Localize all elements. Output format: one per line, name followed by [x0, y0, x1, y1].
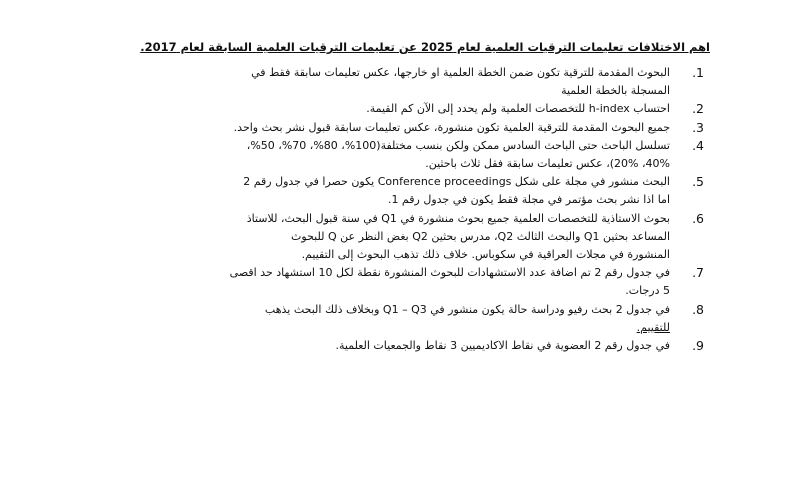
list-item-6: [92, 210, 704, 265]
item-number: .7: [692, 265, 704, 281]
item-line: المنشورة في مجلات العراقية في سكوباس. خلاف ذلك تذهب البحوث إلى التقييم.: [301, 248, 670, 262]
item-number: .6: [692, 210, 704, 226]
item-line: اما اذا نشر بحث مؤتمر في مجلة فقط يكون في جدول رقم 1.: [387, 193, 670, 207]
item-line: احتساب h-index للتخصصات العلمية ولم يحدد إلى الآن كم القيمة.: [366, 102, 670, 116]
list-item-5: [92, 173, 704, 209]
list-item-9: [92, 337, 704, 355]
list-item-4: [92, 137, 704, 173]
item-line: 40%، 20%)، عكس تعليمات سابقة فقل ثلاث باحثين.: [425, 157, 670, 171]
document-title: اهم الاختلافات تعليمات الترقيات العلمية لعام 2025 عن تعليمات الترقيات العلمية السابقة لعام 2017.: [140, 40, 710, 54]
item-number: .1: [692, 65, 704, 80]
item-number: .4: [692, 137, 704, 153]
item-number: .8: [692, 301, 704, 317]
list-item-8: [92, 301, 704, 337]
list-item-3: [92, 119, 704, 137]
item-line: البحث منشور في مجلة على شكل Conference proceedings يكون حصرا في جدول رقم 2: [243, 175, 670, 189]
item-number: .3: [692, 119, 704, 135]
item-number: .9: [692, 338, 704, 354]
item-line: في جدول 2 بحث رفيو ودراسة حالة يكون منشور في Q1 – Q3 وبخلاف ذلك البحث يذهب: [264, 302, 670, 316]
list-item-2: [92, 100, 704, 118]
item-line: جميع البحوث المقدمة للترقية العلمية تكون منشورة، عكس تعليمات سابقة قبول نشر بحث واحد.: [233, 120, 670, 134]
item-number: .5: [692, 174, 704, 190]
item-line: تسلسل الباحث حتى الباحث السادس ممكن ولكن بنسب مختلفة(100%، 80%، 70%، 50%،: [246, 138, 670, 152]
item-line: في جدول رقم 2 العضوية في نقاط الاكاديميين 3 نقاط والجمعيات العلمية.: [335, 339, 670, 353]
list-item-7: [92, 264, 704, 300]
item-line: في جدول رقم 2 تم اضافة عدد الاستشهادات للبحوث المنشورة نقطة لكل 10 استشهاد حد اقصى: [229, 266, 670, 280]
item-number: .2: [692, 101, 704, 117]
item-line: المسجلة بالخطة العلمية: [561, 84, 670, 98]
list-item-1: [92, 64, 704, 100]
item-line: المساعد بحثين Q1 والبحث الثالث Q2، مدرس بحثين Q2 بغض النظر عن Q للبحوث: [291, 229, 670, 243]
differences-list: [92, 64, 704, 355]
item-line: 5 درجات.: [625, 284, 670, 298]
item-line: بحوث الاستاذية للتخصصات العلمية جميع بحوث منشورة في Q1 في سنة قبول البحث، للاستاذ: [246, 211, 670, 225]
item-line: للتقييم.: [636, 320, 670, 334]
item-line: البحوث المقدمة للترقية تكون ضمن الخطة العلمية او خارجها، عكس تعليمات سابقة فقط في: [251, 66, 670, 79]
